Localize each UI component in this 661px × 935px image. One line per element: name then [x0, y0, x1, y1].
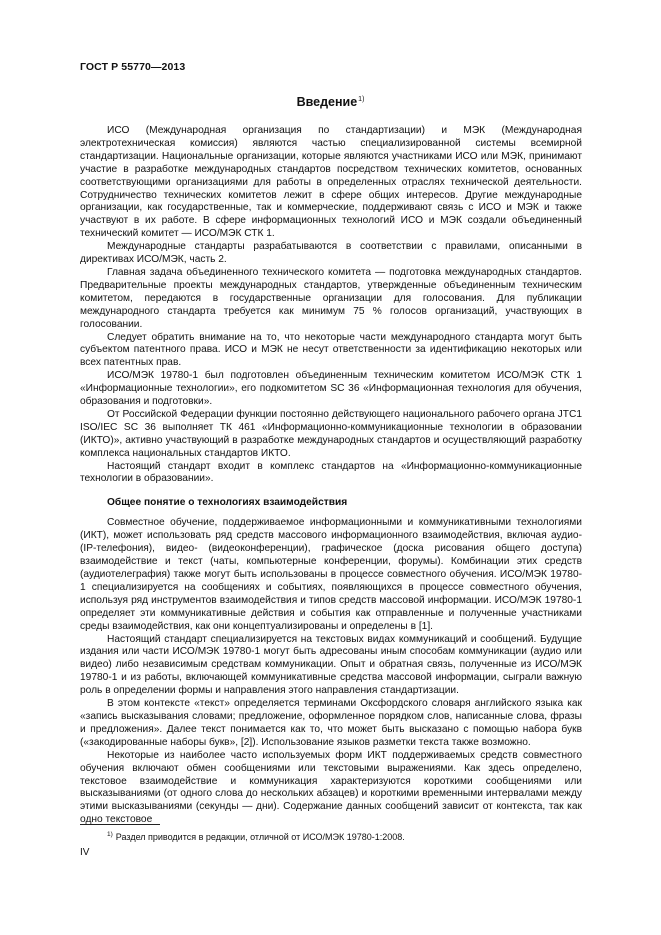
- footnote-divider: [80, 824, 160, 825]
- standard-code: ГОСТ Р 55770—2013: [80, 61, 186, 73]
- section-title-text: Введение: [296, 95, 358, 109]
- footnote-text: Раздел приводится в редакции, отличной от ИСО/МЭК 19780-1:2008.: [115, 832, 405, 842]
- intro-paragraph: От Российской Федерации функции постоянно действующего национального рабочего органа JTC1 ISO/IEC SC 36 выполняет ТК 461 «Информационно-коммуникационные технологии в образовании (ИКТО)», активно участвующий в разработке международных стандартов и осуществляющий разработку комплекса национальных стандартов ИКТО.: [80, 408, 582, 459]
- intro-paragraph: ИСО/МЭК 19780-1 был подготовлен объединенным техническим комитетом ИСО/МЭК СТК 1 «Информационные технологии», его подкомитетом SC 36 «Информационная технология для обучения, образования и подготовки».: [80, 370, 582, 408]
- intro-paragraph: Настоящий стандарт входит в комплекс стандартов на «Информационно-коммуникационные технологии в образовании».: [80, 460, 582, 485]
- section-paragraph: Некоторые из наиболее часто используемых форм ИКТ поддерживаемых средств совместного обучения включают обмен сообщениями или текстовыми выражениями. Как здесь определено, текстовое взаимодействие и коммуникация характеризуются короткими сообщениями или высказываниями (от одного слова до нескольких абзацев) и короткими временными интервалами между этими высказываниями (секунды — дни). Содержание данных сообщений зависит от контекста, так как одно текстовое: [80, 749, 582, 826]
- section-paragraph: В этом контексте «текст» определяется терминами Оксфордского словаря английского языка как «запись высказывания словами; предложение, оформленное порядком слов, написанные слова, фразы и предложения». Далее текст понимается как то, что может быть высказано с помощью набора букв («закодированные наборы букв», [2]). Использование языков разметки текста также возможно.: [80, 698, 582, 748]
- footnote: [107, 829, 405, 843]
- intro-paragraph: Главная задача объединенного технического комитета — подготовка международных стандартов. Предварительные проекты международных стандартов, утвержденные объединенным техническим комитетом, передаются в государственные организации для голосования. Для публикации международного стандарта требуется как минимум 75 % голосов организаций, участвующих в голосовании.: [80, 266, 582, 330]
- section-paragraph: Совместное обучение, поддерживаемое информационными и коммуникативными технологиями (ИКТ), может использовать ряд средств массового информационного взаимодействия, включая аудио- (IP-телефония), видео- (видеоконференции), графическое (доска рисования общего доступа) взаимодействие и текст (чаты, компьютерные конференции, форумы). Комбинации этих средств (аудиотелеграфия) также могут быть использованы в процессе совместного обучения. ИСО/МЭК 19780-1 специализируется на сообщениях и событиях, появляющихся в процессе совместного обучения, используя ряд инструментов взаимодействия и типов средств массовой информации. ИСО/МЭК 19780-1 определяет эти коммуникативные действия и события как отправленные и полученные участниками среды взаимодействия, как они концептуализированы и определены в [1].: [80, 517, 582, 632]
- page-number: IV: [80, 847, 90, 858]
- section-paragraph: Настоящий стандарт специализируется на текстовых видах коммуникаций и сообщений. Будущие издания или части ИСО/МЭК 19780-1 могут быть адресованы иным способам коммуникации (аудио или видео) либо независимым средствам коммуникации. Опыт и обратная связь, полученные из ИСО/МЭК 19780-1 и из работы, включающей коммуникативные средства массовой информации, сыграли важную роль в определении формы и направления этого направления стандартизации.: [80, 633, 582, 697]
- intro-paragraph: ИСО (Международная организация по стандартизации) и МЭК (Международная электротехническая комиссия) являются частью специализированной системы всемирной стандартизации. Национальные организации, которые являются участниками ИСО или МЭК, принимают участие в разработке международных стандартов посредством технических комитетов, основанных соответствующими организациями для работы в определенных отраслях технической деятельности. Сотрудничество технических комитетов лежит в сфере общих интересов. Другие международные организации, как государственные, так и коммерческие, поддерживают связь с ИСО и МЭК и также участвуют в их работе. В сфере информационных технологий ИСО и МЭК создали объединенный технический комитет — ИСО/МЭК СТК 1.: [80, 125, 582, 240]
- document-body: [80, 125, 582, 827]
- subsection-heading: Общее понятие о технологиях взаимодействия: [107, 497, 348, 509]
- footnote-mark: 1): [107, 831, 113, 838]
- intro-paragraph: Следует обратить внимание на то, что некоторые части международного стандарта могут быть субъектом патентного права. ИСО и МЭК не несут ответственности за идентификацию некоторых или всех патентных прав.: [80, 331, 582, 369]
- title-footnote-mark: 1): [358, 95, 365, 103]
- section-title: [0, 95, 661, 109]
- intro-paragraph: Международные стандарты разрабатываются в соответствии с правилами, описанными в директивах ИСО/МЭК, часть 2.: [80, 241, 582, 266]
